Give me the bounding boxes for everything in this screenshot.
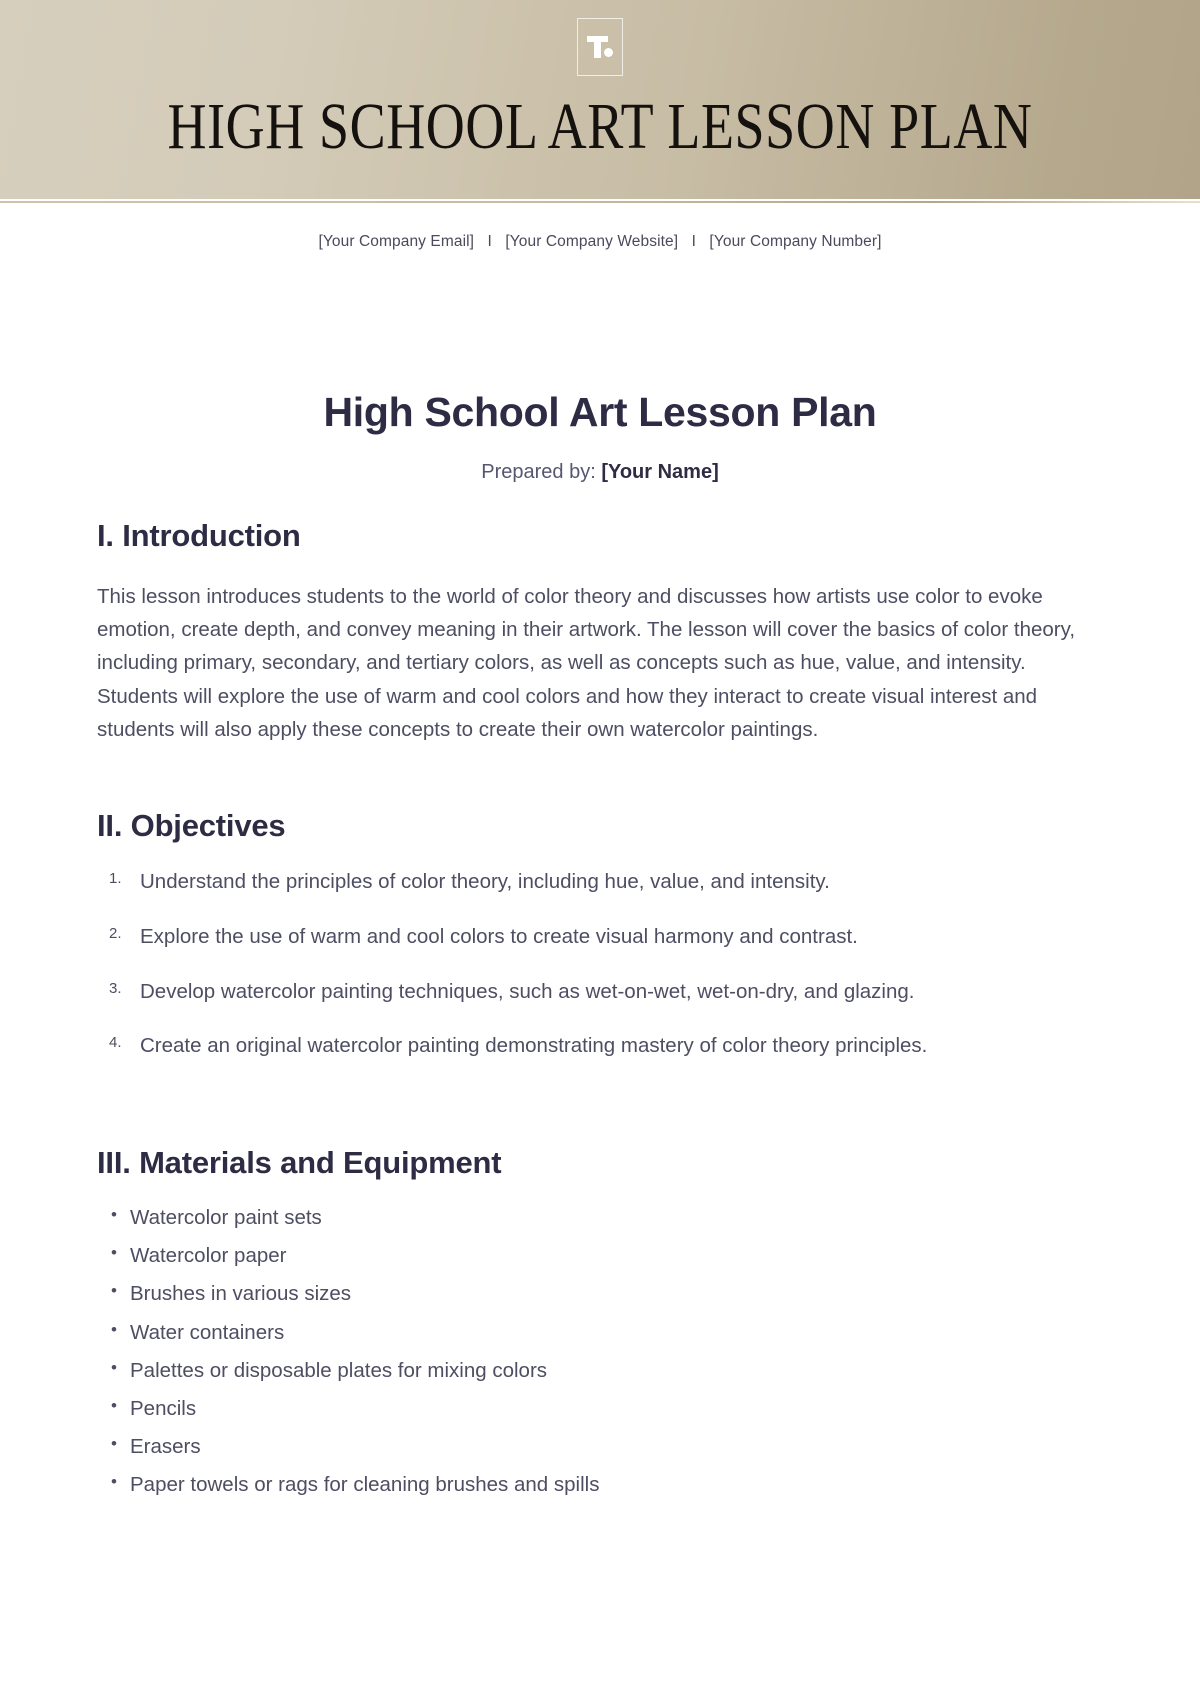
document-header-banner	[0, 0, 1200, 199]
contact-email[interactable]: [Your Company Email]	[318, 233, 475, 250]
bullet-icon: •	[111, 1471, 117, 1491]
list-item	[109, 1241, 1103, 1279]
list-item	[109, 1030, 1103, 1085]
list-item	[109, 1356, 1103, 1394]
contact-separator-1: I	[487, 233, 492, 250]
list-item-text: Pencils	[130, 1396, 197, 1420]
materials-list	[97, 1181, 1103, 1508]
list-item	[109, 1203, 1103, 1241]
list-item-text: Create an original watercolor painting demonstrating mastery of color theory principles.	[140, 1034, 928, 1058]
list-item	[109, 976, 1103, 1031]
header-divider	[0, 199, 1200, 208]
banner-title: HIGH SCHOOL ART LESSON PLAN	[167, 89, 1033, 163]
contact-line	[0, 208, 1200, 251]
prepared-by-name[interactable]: [Your Name]	[601, 461, 719, 483]
header-divider-rule	[0, 201, 1200, 203]
list-item-text: Brushes in various sizes	[130, 1282, 352, 1306]
bullet-icon: •	[111, 1395, 117, 1415]
logo-period-dot	[604, 48, 613, 57]
brand-logo-icon	[577, 18, 623, 76]
prepared-by-line	[97, 436, 1103, 484]
list-item-text: Watercolor paint sets	[130, 1206, 322, 1230]
list-item-text: Palettes or disposable plates for mixing colors	[130, 1358, 548, 1382]
contact-number[interactable]: [Your Company Number]	[709, 233, 882, 250]
page-title: High School Art Lesson Plan	[323, 389, 877, 435]
list-item-text: Explore the use of warm and cool colors to create visual harmony and contrast.	[140, 924, 858, 948]
list-item-text: Erasers	[130, 1434, 201, 1458]
bullet-icon: •	[111, 1243, 117, 1263]
list-item	[109, 1279, 1103, 1317]
bullet-icon: •	[111, 1205, 117, 1225]
document-body	[0, 251, 1200, 1508]
introduction-paragraph: This lesson introduces students to the world of color theory and discusses how artists use color to evoke emotion, create depth, and convey meaning in their artwork. The lesson will cover the basics of color theory, including primary, secondary, and tertiary colors, as well as concepts such as hue, value, and intensity. Students will explore the use of warm and cool colors and how they interact to create visual interest and students will also apply these concepts to create their own watercolor paintings.	[97, 585, 1076, 741]
list-item-number: 3.	[109, 979, 122, 997]
bullet-icon: •	[111, 1281, 117, 1301]
list-item-text: Water containers	[130, 1320, 285, 1344]
bullet-icon: •	[111, 1433, 117, 1453]
section-heading-materials: III. Materials and Equipment	[97, 1145, 502, 1181]
prepared-by-label: Prepared by:	[481, 461, 596, 483]
list-item	[109, 1432, 1103, 1470]
letter-t-logo-icon	[586, 32, 614, 62]
objectives-list	[97, 844, 1103, 1085]
list-item-text: Paper towels or rags for cleaning brushes and spills	[130, 1472, 600, 1496]
section-heading-objectives: II. Objectives	[97, 808, 286, 844]
list-item-text: Watercolor paper	[130, 1244, 287, 1268]
contact-separator-2: I	[691, 233, 696, 250]
list-item	[109, 866, 1103, 921]
list-item-number: 4.	[109, 1034, 122, 1052]
list-item-number: 2.	[109, 924, 122, 942]
bullet-icon: •	[111, 1319, 117, 1339]
list-item	[109, 921, 1103, 976]
list-item-number: 1.	[109, 870, 122, 888]
section-heading-introduction: I. Introduction	[97, 518, 301, 553]
logo-t-stem	[594, 36, 601, 58]
contact-website[interactable]: [Your Company Website]	[505, 233, 679, 250]
list-item	[109, 1470, 1103, 1508]
list-item-text: Develop watercolor painting techniques, such as wet-on-wet, wet-on-dry, and glazing.	[140, 979, 915, 1003]
list-item-text: Understand the principles of color theory, including hue, value, and intensity.	[140, 870, 830, 894]
list-item	[109, 1318, 1103, 1356]
bullet-icon: •	[111, 1357, 117, 1377]
list-item	[109, 1394, 1103, 1432]
